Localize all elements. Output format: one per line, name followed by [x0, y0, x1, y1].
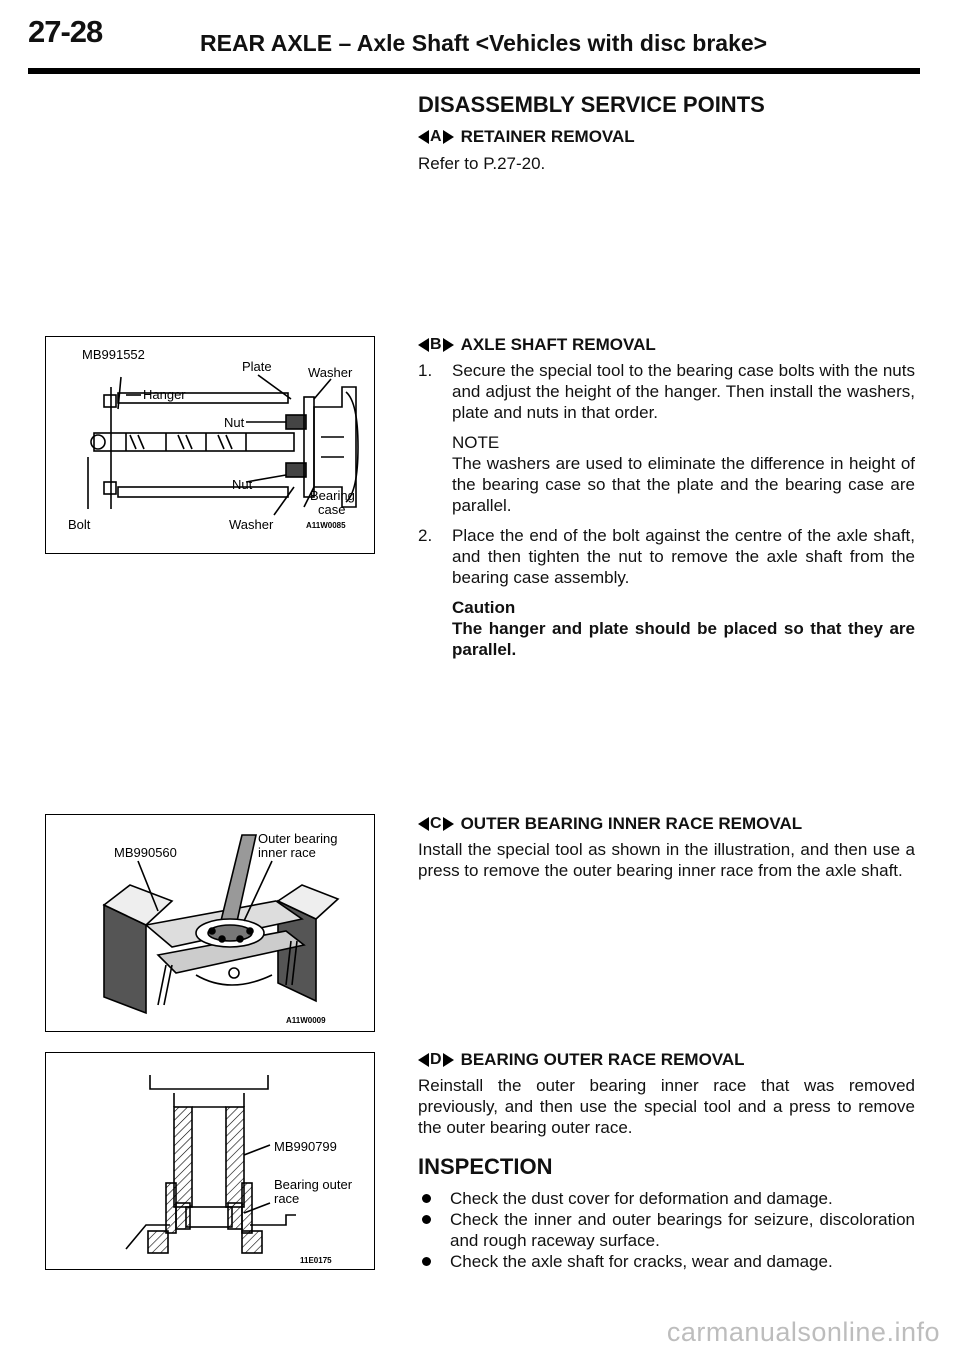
label-plate: Plate — [242, 359, 272, 374]
section-d-marker: D — [418, 1053, 454, 1067]
section-c-marker: C — [418, 817, 454, 831]
section-b-marker: B — [418, 338, 454, 352]
arrow-left-icon — [418, 817, 429, 831]
section-a-marker: A — [418, 130, 454, 144]
section-a-title: RETAINER REMOVAL — [460, 127, 635, 146]
section-b-heading — [418, 335, 915, 355]
section-d-heading — [418, 1050, 915, 1070]
step-2 — [418, 525, 915, 660]
label-nut-top: Nut — [224, 415, 245, 430]
label-hanger: Hanger — [143, 387, 186, 402]
arrow-right-icon — [443, 130, 454, 144]
note-text: The washers are used to eliminate the difference in height of the bearing case so that the plate and the bearing case are parallel. — [452, 454, 915, 515]
step-2-number: 2. — [418, 526, 433, 545]
separator-illustration — [46, 815, 374, 1031]
main-heading: DISASSEMBLY SERVICE POINTS — [418, 92, 765, 117]
figure-outer-race-removal — [45, 1052, 375, 1270]
section-b-title: AXLE SHAFT REMOVAL — [460, 335, 656, 354]
arrow-right-icon — [443, 1053, 454, 1067]
puller-illustration — [46, 337, 374, 553]
arrow-left-icon — [418, 130, 429, 144]
arrow-left-icon — [418, 338, 429, 352]
figure-code: A11W0009 — [286, 1016, 326, 1025]
note-label: NOTE — [452, 433, 500, 452]
section-d-text: Reinstall the outer bearing inner race that was removed previously, and then use the special tool and a press to remove the outer bearing outer race. — [418, 1076, 915, 1137]
section-disassembly-a — [418, 92, 915, 174]
caution-label: Caution — [452, 598, 516, 617]
arrow-right-icon — [443, 817, 454, 831]
section-c-text: Install the special tool as shown in the illustration, and then use a press to remove the outer bearing inner race from the axle shaft. — [418, 840, 915, 880]
bullet-icon — [418, 1251, 450, 1272]
section-b — [418, 335, 915, 660]
label-washer-bottom: Washer — [229, 517, 274, 532]
figure-inner-race-removal — [45, 814, 375, 1032]
label-nut-bottom: Nut — [232, 477, 253, 492]
page-number: 27-28 — [28, 14, 103, 49]
section-d-title: BEARING OUTER RACE REMOVAL — [460, 1050, 745, 1069]
list-item: Check the dust cover for deformation and damage. — [418, 1188, 915, 1209]
page-title: REAR AXLE – Axle Shaft <Vehicles with disc brake> — [200, 30, 768, 56]
figure-code: 11E0175 — [300, 1256, 332, 1265]
label-tool-mb991552: MB991552 — [82, 347, 145, 362]
label-tool-mb990799: MB990799 — [274, 1139, 337, 1154]
figure-axle-shaft-removal — [45, 336, 375, 554]
press-illustration — [46, 1053, 374, 1269]
step-1-text: Secure the special tool to the bearing case bolts with the nuts and adjust the height of the hanger. Then install the washers, plate and nuts in that order. — [452, 361, 915, 422]
label-bearing: Bearing — [310, 488, 355, 503]
label-bolt: Bolt — [68, 517, 91, 532]
label-inner-race: inner race — [258, 845, 316, 860]
list-item: Check the axle shaft for cracks, wear and damage. — [418, 1251, 915, 1272]
label-race: race — [274, 1191, 300, 1206]
arrow-right-icon — [443, 338, 454, 352]
figure-code: A11W0085 — [306, 521, 346, 530]
section-c — [418, 814, 915, 881]
section-d — [418, 1050, 915, 1272]
bullet-icon — [418, 1209, 450, 1251]
label-washer-top: Washer — [308, 365, 353, 380]
inspection-heading: INSPECTION — [418, 1154, 553, 1179]
section-a-heading — [418, 127, 915, 147]
step-1-number: 1. — [418, 361, 433, 380]
step-2-text: Place the end of the bolt against the centre of the axle shaft, and then tighten the nut to remove the axle shaft from the bearing case assembly. — [452, 526, 915, 587]
caution-text: The hanger and plate should be placed so that they are parallel. — [452, 619, 915, 659]
list-item: Check the inner and outer bearings for seizure, discoloration and rough raceway surface. — [418, 1209, 915, 1251]
label-outer-bearing: Outer bearing — [258, 831, 338, 846]
label-tool-mb990560: MB990560 — [114, 845, 177, 860]
label-bearing-outer: Bearing outer — [274, 1177, 353, 1192]
section-c-heading — [418, 814, 915, 834]
step-1 — [418, 360, 915, 516]
section-c-title: OUTER BEARING INNER RACE REMOVAL — [460, 814, 803, 833]
label-case: case — [318, 502, 346, 517]
bullet-icon — [418, 1188, 450, 1209]
watermark: carmanualsonline.info — [666, 1317, 940, 1347]
section-a-text: Refer to P.27-20. — [418, 154, 546, 173]
arrow-left-icon — [418, 1053, 429, 1067]
inspection-list — [418, 1188, 915, 1272]
header-rule — [28, 68, 920, 74]
